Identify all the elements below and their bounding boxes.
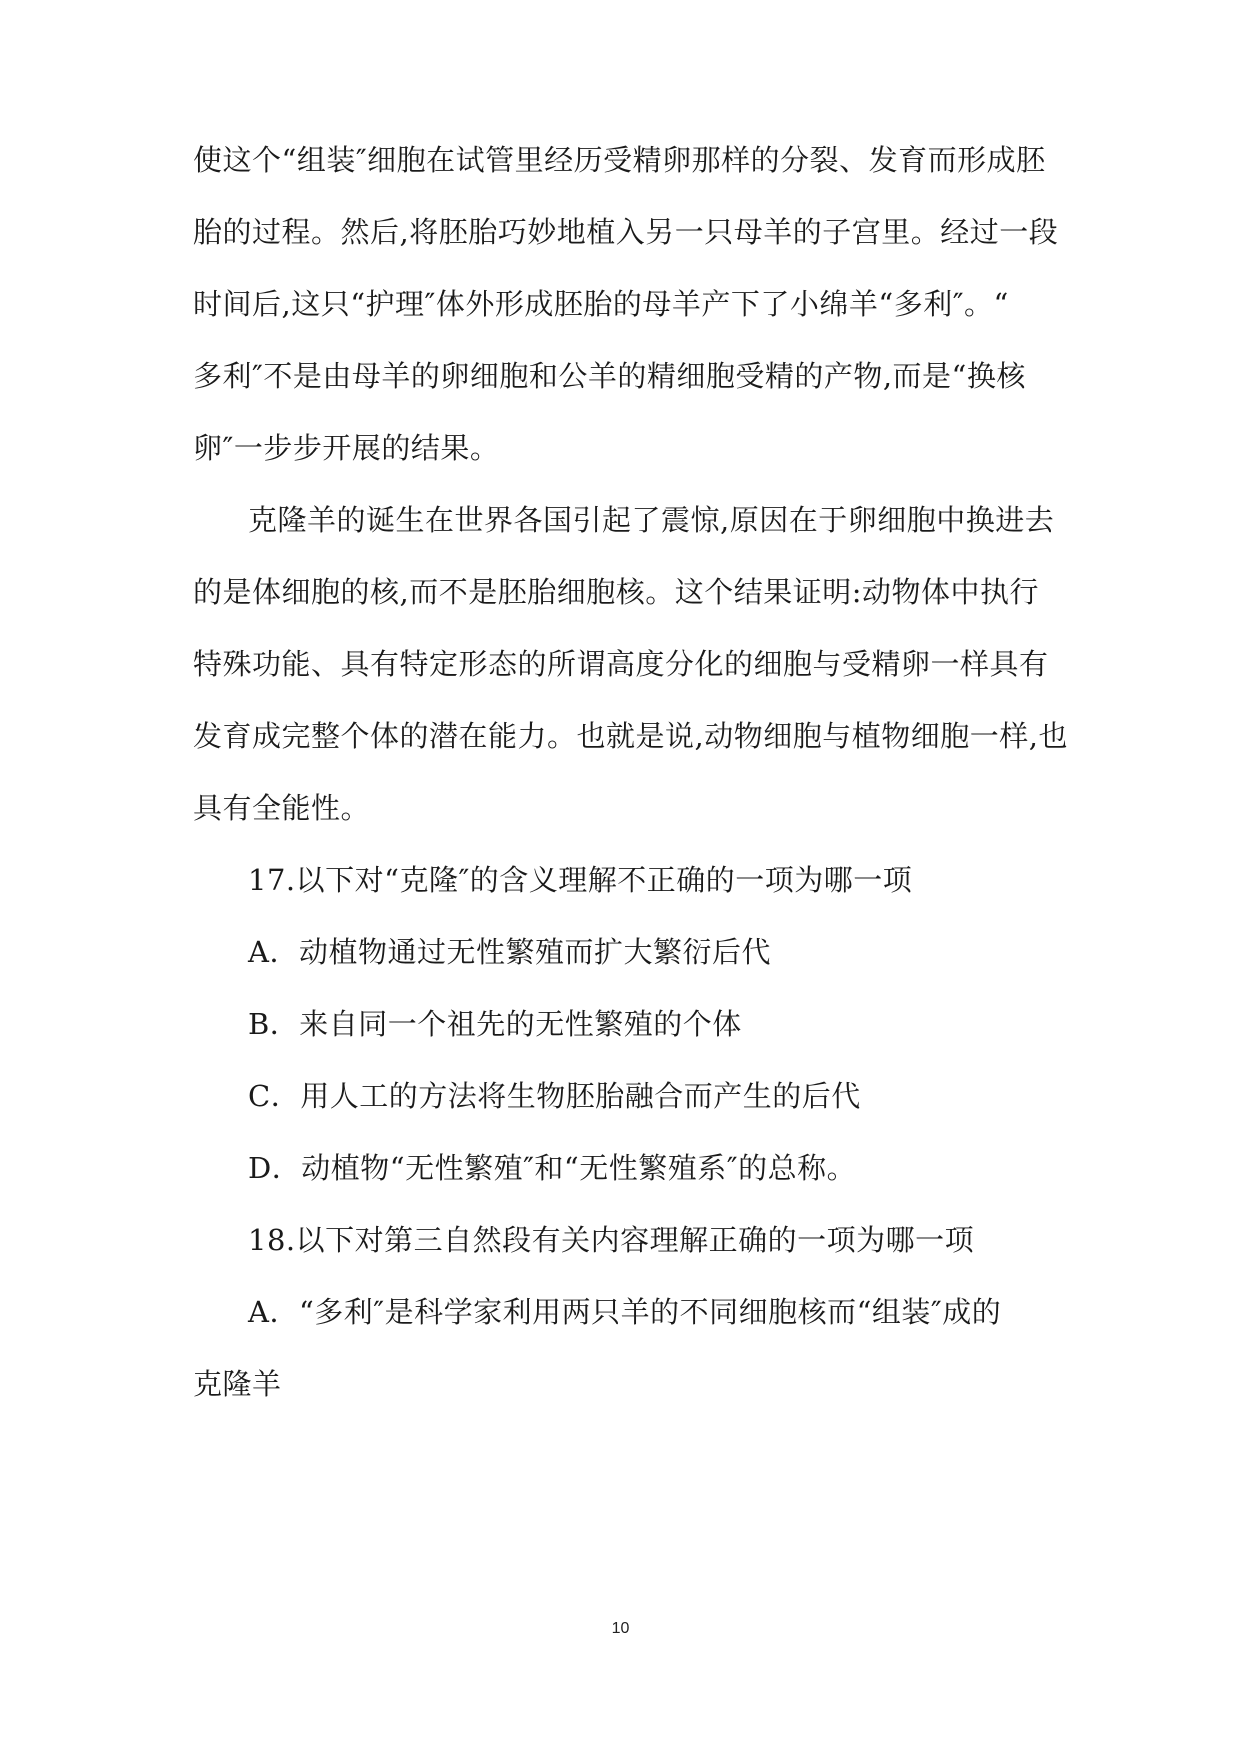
- question-17-option-c: C．用人工的方法将生物胚胎融合而产生的后代: [248, 1079, 861, 1113]
- question-17-option-d: D．动植物“无性繁殖″和“无性繁殖系″的总称。: [248, 1151, 857, 1185]
- paragraph-2-line-2: 的是体细胞的核,而不是胚胎细胞核。这个结果证明:动物体中执行: [193, 575, 1039, 609]
- question-18-option-a-line-2: 克隆羊: [193, 1367, 282, 1401]
- paragraph-2-line-4: 发育成完整个体的潜在能力。也就是说,动物细胞与植物细胞一样,也: [193, 719, 1068, 753]
- paragraph-1-line-5: 卵″一步步开展的结果。: [193, 431, 500, 465]
- question-18-stem: 18.以下对第三自然段有关内容理解正确的一项为哪一项: [248, 1223, 975, 1257]
- question-17-option-a: A．动植物通过无性繁殖而扩大繁衍后代: [248, 935, 771, 969]
- question-17-stem: 17.以下对“克隆″的含义理解不正确的一项为哪一项: [248, 863, 913, 897]
- paragraph-1-line-1: 使这个“组装″细胞在试管里经历受精卵那样的分裂、发育而形成胚: [193, 143, 1046, 177]
- paragraph-2-line-3: 特殊功能、具有特定形态的所谓高度分化的细胞与受精卵一样具有: [193, 647, 1049, 681]
- paragraph-2-line-5: 具有全能性。: [193, 791, 371, 825]
- paragraph-1-line-2: 胎的过程。然后,将胚胎巧妙地植入另一只母羊的子宫里。经过一段: [193, 215, 1059, 249]
- paragraph-2-line-1: 克隆羊的诞生在世界各国引起了震惊,原因在于卵细胞中换进去: [248, 503, 1055, 537]
- question-18-option-a-line-1: A．“多利″是科学家利用两只羊的不同细胞核而“组装″成的: [248, 1295, 1002, 1329]
- paragraph-1-line-3: 时间后,这只“护理″体外形成胚胎的母羊产下了小绵羊“多利″。“: [193, 287, 1009, 321]
- question-17-option-b: B．来自同一个祖先的无性繁殖的个体: [248, 1007, 742, 1041]
- page-number: 10: [611, 1620, 630, 1637]
- paragraph-1-line-4: 多利″不是由母羊的卵细胞和公羊的精细胞受精的产物,而是“换核: [193, 359, 1026, 393]
